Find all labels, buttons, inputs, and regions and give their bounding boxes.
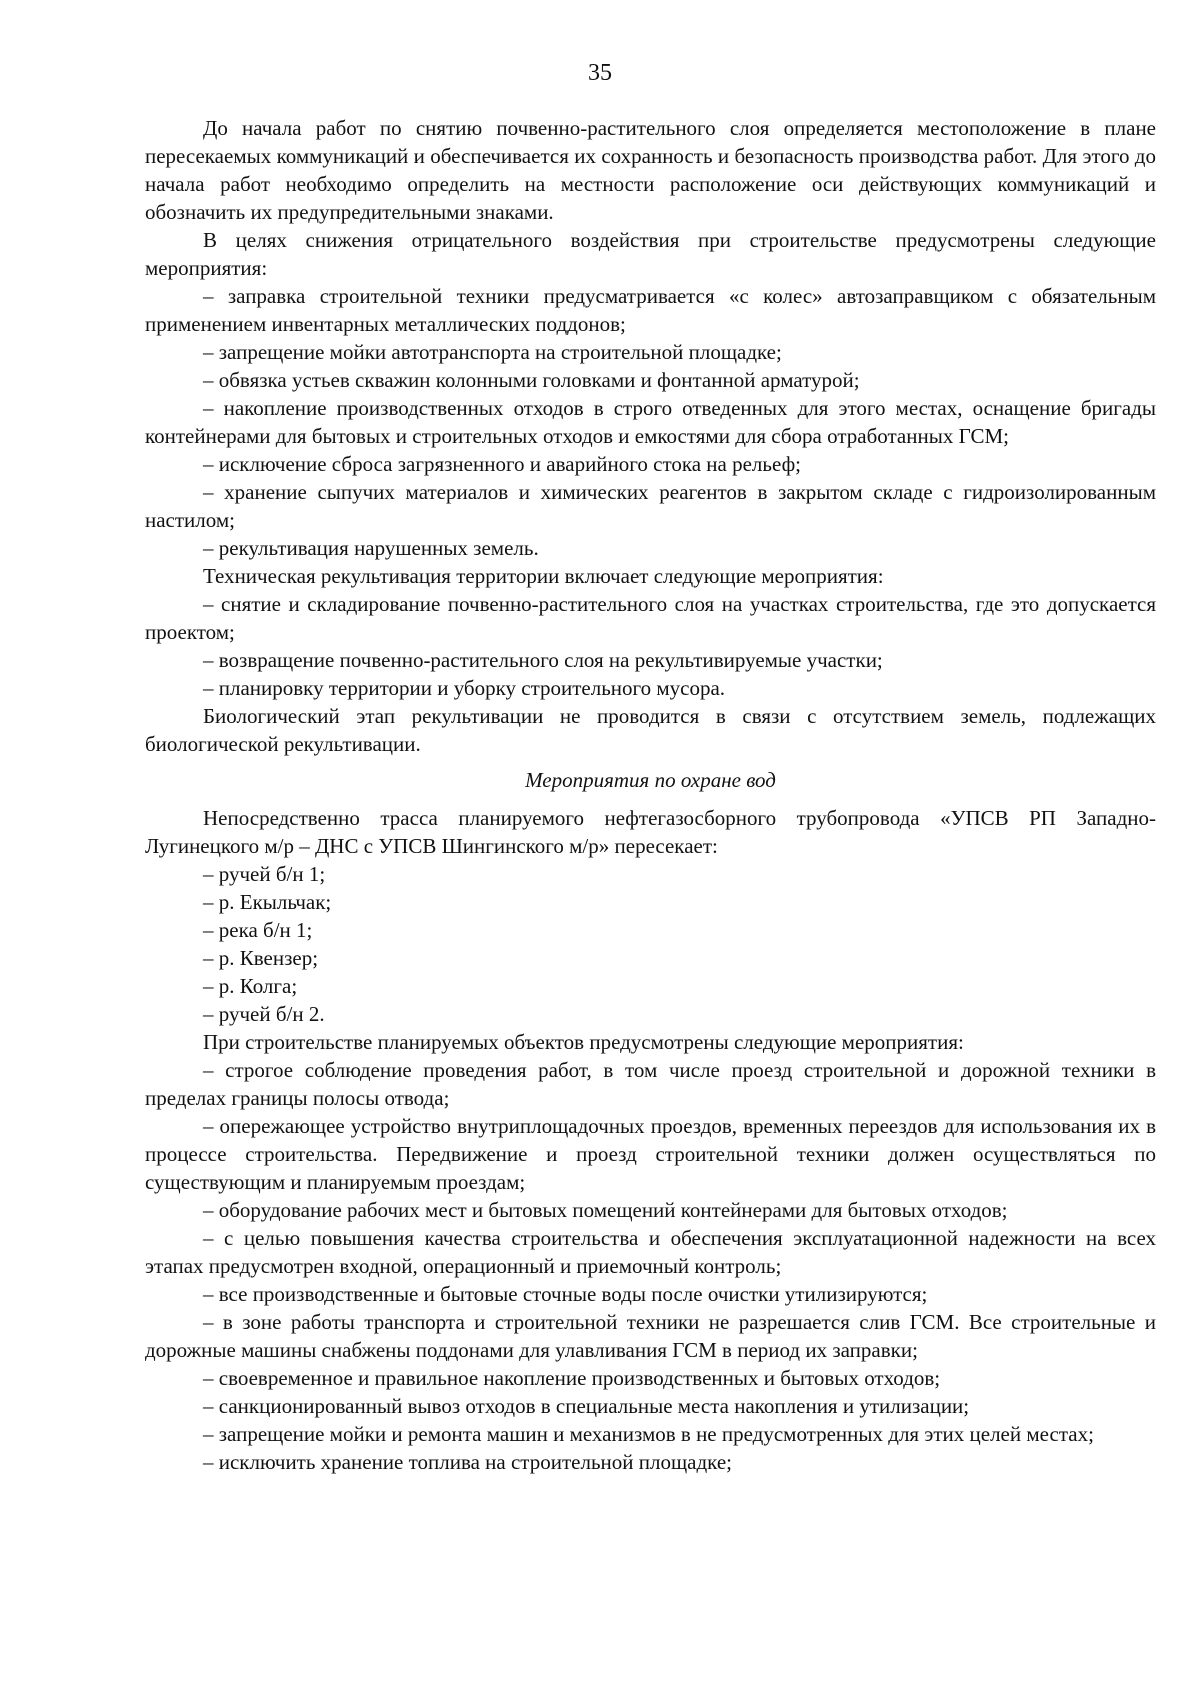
list-item: – оборудование рабочих мест и бытовых помещений контейнерами для бытовых отходов; [203,1198,1008,1222]
list-item: – исключение сброса загрязненного и аварийного стока на рельеф; [203,452,802,476]
list-item: – исключить хранение топлива на строительной площадке; [203,1450,732,1474]
list-item: – р. Квензер; [203,946,319,970]
paragraph: Непосредственно трасса планируемого нефтегазосборного трубопровода «УПСВ РП Западно-Лугинецкого м/р – ДНС с УПСВ Шингинского м/р» пересекает: [145,806,1156,858]
list-item: – в зоне работы транспорта и строительной техники не разрешается слив ГСМ. Все строительные и дорожные машины снабжены поддонами для улавливания ГСМ в период их заправки; [145,1310,1156,1362]
list-item: – р. Екыльчак; [203,890,332,914]
list-item: – запрещение мойки и ремонта машин и механизмов в не предусмотренных для этих целей местах; [203,1422,1094,1446]
list-item: – планировку территории и уборку строительного мусора. [203,676,726,700]
list-item: – санкционированный вывоз отходов в специальные места накопления и утилизации; [203,1394,970,1418]
list-item: – р. Колга; [203,974,298,998]
list-item: – накопление производственных отходов в строго отведенных для этого местах, оснащение бригады контейнерами для бытовых и строительных отходов и емкостями для сбора отработанных ГСМ; [145,396,1156,448]
list-item: – с целью повышения качества строительства и обеспечения эксплуатационной надежности на всех этапах предусмотрен входной, операционный и приемочный контроль; [145,1226,1156,1278]
list-item: – возвращение почвенно-растительного слоя на рекультивируемые участки; [203,648,883,672]
page-number: 35 [588,60,612,86]
list-item: – запрещение мойки автотранспорта на строительной площадке; [203,340,782,364]
paragraph: Техническая рекультивация территории включает следующие мероприятия: [203,564,884,588]
paragraph: При строительстве планируемых объектов предусмотрены следующие мероприятия: [203,1030,964,1054]
list-item: – ручей б/н 1; [203,862,326,886]
list-item: – обвязка устьев скважин колонными головками и фонтанной арматурой; [203,368,860,392]
list-item: – хранение сыпучих материалов и химических реагентов в закрытом складе с гидроизолированным настилом; [145,480,1156,532]
list-item: – опережающее устройство внутриплощадочных проездов, временных переездов для использования их в процессе строительства. Передвижение и проезд строительной техники должен осуществляться по существующим и планируемым проездам; [145,1114,1156,1194]
list-item: – снятие и складирование почвенно-растительного слоя на участках строительства, где это допускается проектом; [145,592,1156,644]
list-item: – строгое соблюдение проведения работ, в том числе проезд строительной и дорожной техники в пределах границы полосы отвода; [145,1058,1156,1110]
list-item: – своевременное и правильное накопление производственных и бытовых отходов; [203,1366,941,1390]
paragraph: Биологический этап рекультивации не проводится в связи с отсутствием земель, подлежащих биологической рекультивации. [145,704,1156,756]
document-body [145,114,1156,1476]
section-heading: Мероприятия по охране вод [525,768,776,792]
list-item: – заправка строительной техники предусматривается «с колес» автозаправщиком с обязательным применением инвентарных металлических поддонов; [145,284,1156,336]
list-item: – ручей б/н 2. [203,1002,325,1026]
list-item: – все производственные и бытовые сточные воды после очистки утилизируются; [203,1282,928,1306]
list-item: – рекультивация нарушенных земель. [203,536,539,560]
list-item: – река б/н 1; [203,918,313,942]
paragraph: В целях снижения отрицательного воздействия при строительстве предусмотрены следующие мероприятия: [145,228,1156,280]
paragraph: До начала работ по снятию почвенно-растительного слоя определяется местоположение в плане пересекаемых коммуникаций и обеспечивается их сохранность и безопасность производства работ. Для этого до начала работ необходимо определить на местности расположение оси действующих коммуникаций и обозначить их предупредительными знаками. [145,116,1156,224]
